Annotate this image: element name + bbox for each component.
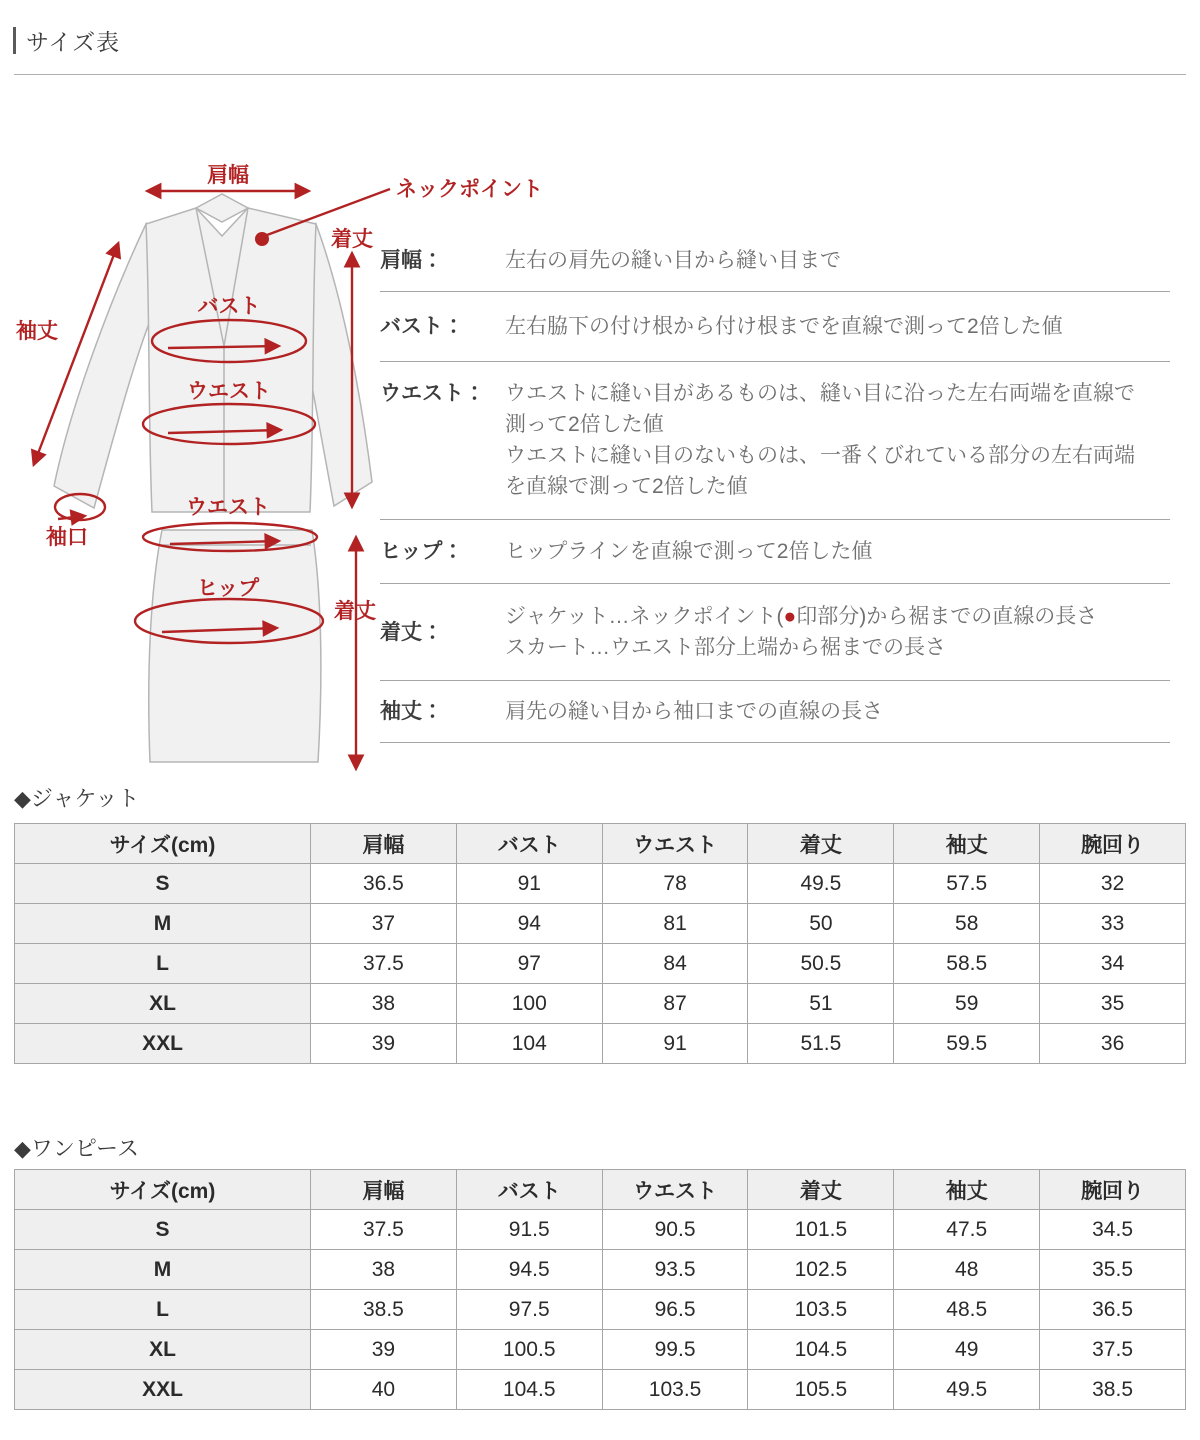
onepiece-section-label: ◆ワンピース <box>14 1136 139 1161</box>
value-cell: 51.5 <box>748 1024 894 1064</box>
value-cell: 50 <box>748 904 894 944</box>
title-accent-bar <box>13 27 16 54</box>
value-cell: 39 <box>311 1330 457 1370</box>
value-cell: 90.5 <box>602 1210 748 1250</box>
value-cell: 57.5 <box>894 864 1040 904</box>
size-label-cell: S <box>15 1210 311 1250</box>
definition-row-bust <box>380 292 1170 362</box>
value-cell: 91.5 <box>456 1210 602 1250</box>
jacket-row-m <box>15 904 1186 944</box>
value-cell: 49.5 <box>894 1370 1040 1410</box>
value-cell: 104.5 <box>456 1370 602 1410</box>
size-label-cell: XL <box>15 1330 311 1370</box>
size-label-cell: S <box>15 864 311 904</box>
value-cell: 93.5 <box>602 1250 748 1290</box>
hip-label: ヒップ <box>196 577 260 600</box>
definition-term-shoulder: 肩幅： <box>380 249 443 272</box>
header-cell-arm: 腕回り <box>1040 1170 1186 1210</box>
value-cell: 47.5 <box>894 1210 1040 1250</box>
definition-row-length <box>380 584 1170 681</box>
value-cell: 103.5 <box>748 1290 894 1330</box>
value-cell: 51 <box>748 984 894 1024</box>
onepiece-row-l <box>15 1290 1186 1330</box>
value-cell: 49 <box>894 1330 1040 1370</box>
skirt-length-label: 着丈 <box>334 600 376 623</box>
value-cell: 37.5 <box>1040 1330 1186 1370</box>
definition-row-hip <box>380 520 1170 584</box>
value-cell: 101.5 <box>748 1210 894 1250</box>
value-cell: 34 <box>1040 944 1186 984</box>
value-cell: 38.5 <box>1040 1370 1186 1410</box>
header-cell-shoulder: 肩幅 <box>311 1170 457 1210</box>
value-cell: 97.5 <box>456 1290 602 1330</box>
measurement-definitions <box>380 230 1170 743</box>
sleeve-length-label: 袖丈 <box>16 320 58 343</box>
value-cell: 38 <box>311 984 457 1024</box>
value-cell: 91 <box>456 864 602 904</box>
value-cell: 36 <box>1040 1024 1186 1064</box>
value-cell: 38.5 <box>311 1290 457 1330</box>
definition-term-length: 着丈： <box>380 620 443 644</box>
size-label-cell: XXL <box>15 1024 311 1064</box>
value-cell: 81 <box>602 904 748 944</box>
header-cell-sleeve: 袖丈 <box>894 824 1040 864</box>
definition-term-hip: ヒップ： <box>380 540 464 563</box>
value-cell: 105.5 <box>748 1370 894 1410</box>
jacket-left-sleeve <box>54 224 158 508</box>
jacket-section-label: ◆ジャケット <box>14 786 140 811</box>
value-cell: 34.5 <box>1040 1210 1186 1250</box>
onepiece-row-xl <box>15 1330 1186 1370</box>
header-cell-length: 着丈 <box>748 824 894 864</box>
header-cell-length: 着丈 <box>748 1170 894 1210</box>
onepiece-row-m <box>15 1250 1186 1290</box>
value-cell: 58 <box>894 904 1040 944</box>
header-cell-waist: ウエスト <box>602 1170 748 1210</box>
definition-desc-shoulder: 左右の肩先の縫い目から縫い目まで <box>505 249 841 272</box>
definition-desc-hip: ヒップラインを直線で測って2倍した値 <box>505 540 873 563</box>
skirt-illustration <box>149 530 321 762</box>
value-cell: 94 <box>456 904 602 944</box>
jacket-illustration <box>54 194 372 512</box>
value-cell: 49.5 <box>748 864 894 904</box>
size-label-cell: XL <box>15 984 311 1024</box>
header-cell-arm: 腕回り <box>1040 824 1186 864</box>
value-cell: 40 <box>311 1370 457 1410</box>
jacket-body <box>146 208 316 512</box>
value-cell: 33 <box>1040 904 1186 944</box>
jacket-row-xl <box>15 984 1186 1024</box>
value-cell: 37.5 <box>311 1210 457 1250</box>
value-cell: 35 <box>1040 984 1186 1024</box>
jacket-length-label: 着丈 <box>331 228 373 251</box>
definition-desc-sleeve: 肩先の縫い目から袖口までの直線の長さ <box>505 700 883 723</box>
header-cell-waist: ウエスト <box>602 824 748 864</box>
definition-desc-length: ジャケット…ネックポイント(●印部分)から裾までの直線の長さ スカート…ウエスト部分上端から裾までの長さ <box>505 605 1098 659</box>
waist-upper-label: ウエスト <box>187 380 271 403</box>
onepiece-row-xxl <box>15 1370 1186 1410</box>
header-cell-sleeve: 袖丈 <box>894 1170 1040 1210</box>
onepiece-size-table <box>14 1169 1186 1410</box>
value-cell: 39 <box>311 1024 457 1064</box>
value-cell: 48.5 <box>894 1290 1040 1330</box>
jacket-header-row <box>15 824 1186 864</box>
cuff-label: 袖口 <box>46 526 88 549</box>
size-label-cell: M <box>15 904 311 944</box>
value-cell: 48 <box>894 1250 1040 1290</box>
definition-row-sleeve <box>380 681 1170 743</box>
header-cell-size: サイズ(cm) <box>15 824 311 864</box>
value-cell: 97 <box>456 944 602 984</box>
definition-term-bust: バスト： <box>380 315 464 338</box>
value-cell: 94.5 <box>456 1250 602 1290</box>
header-cell-bust: バスト <box>456 1170 602 1210</box>
title-divider <box>14 74 1186 75</box>
value-cell: 87 <box>602 984 748 1024</box>
shoulder-width-label: 肩幅 <box>207 164 249 187</box>
value-cell: 84 <box>602 944 748 984</box>
header-cell-bust: バスト <box>456 824 602 864</box>
size-label-cell: XXL <box>15 1370 311 1410</box>
value-cell: 96.5 <box>602 1290 748 1330</box>
value-cell: 99.5 <box>602 1330 748 1370</box>
value-cell: 38 <box>311 1250 457 1290</box>
value-cell: 35.5 <box>1040 1250 1186 1290</box>
size-label-cell: M <box>15 1250 311 1290</box>
value-cell: 91 <box>602 1024 748 1064</box>
skirt-body <box>149 530 321 762</box>
size-label-cell: L <box>15 1290 311 1330</box>
value-cell: 104.5 <box>748 1330 894 1370</box>
value-cell: 36.5 <box>1040 1290 1186 1330</box>
value-cell: 58.5 <box>894 944 1040 984</box>
page-title-text: サイズ表 <box>26 29 121 55</box>
onepiece-row-s <box>15 1210 1186 1250</box>
value-cell: 100 <box>456 984 602 1024</box>
bust-label: バスト <box>197 295 261 318</box>
definition-term-waist: ウエスト： <box>380 382 485 405</box>
jacket-row-s <box>15 864 1186 904</box>
page-title <box>13 24 120 57</box>
jacket-row-xxl <box>15 1024 1186 1064</box>
value-cell: 104 <box>456 1024 602 1064</box>
definition-desc-bust: 左右脇下の付け根から付け根までを直線で測って2倍した値 <box>505 315 1063 338</box>
definition-desc-waist: ウエストに縫い目があるものは、縫い目に沿った左右両端を直線で 測って2倍した値 ウエストに縫い目のないものは、一番くびれている部分の左右両端 を直線で測って2倍した値 <box>505 382 1135 498</box>
value-cell: 50.5 <box>748 944 894 984</box>
value-cell: 78 <box>602 864 748 904</box>
value-cell: 102.5 <box>748 1250 894 1290</box>
value-cell: 59.5 <box>894 1024 1040 1064</box>
definition-row-waist <box>380 362 1170 520</box>
definition-term-sleeve: 袖丈： <box>380 700 443 723</box>
definition-row-shoulder <box>380 230 1170 292</box>
header-cell-size: サイズ(cm) <box>15 1170 311 1210</box>
value-cell: 36.5 <box>311 864 457 904</box>
value-cell: 32 <box>1040 864 1186 904</box>
jacket-row-l <box>15 944 1186 984</box>
header-cell-shoulder: 肩幅 <box>311 824 457 864</box>
size-label-cell: L <box>15 944 311 984</box>
jacket-size-table <box>14 823 1186 1064</box>
value-cell: 100.5 <box>456 1330 602 1370</box>
onepiece-header-row <box>15 1170 1186 1210</box>
value-cell: 59 <box>894 984 1040 1024</box>
value-cell: 103.5 <box>602 1370 748 1410</box>
neck-point-inline-dot: ● <box>783 605 797 628</box>
value-cell: 37 <box>311 904 457 944</box>
neck-point-label: ネックポイント <box>396 178 543 201</box>
waist-lower-label: ウエスト <box>186 496 270 519</box>
value-cell: 37.5 <box>311 944 457 984</box>
